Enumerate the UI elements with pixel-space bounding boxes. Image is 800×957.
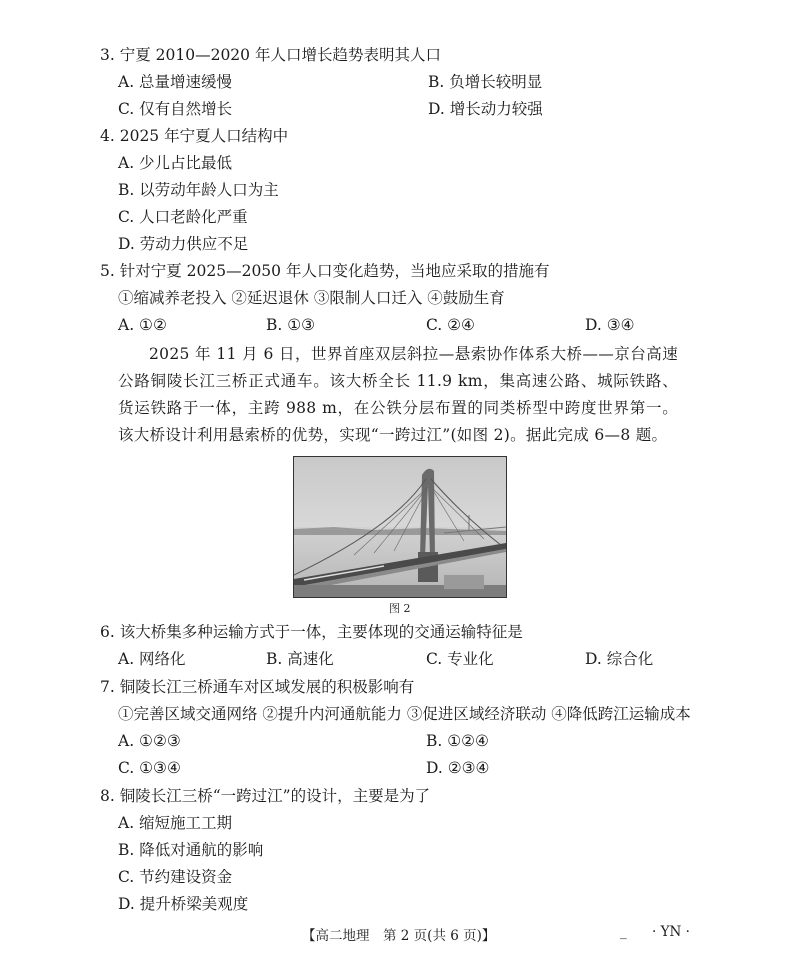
question-6-option-a: A. 网络化 (118, 650, 186, 668)
question-4-option-c: C. 人口老龄化严重 (118, 208, 248, 226)
question-6-option-b: B. 高速化 (266, 650, 334, 668)
question-3-option-d: D. 增长动力较强 (428, 100, 543, 118)
question-4-option-b: B. 以劳动年龄人口为主 (118, 181, 279, 199)
bridge-photo (293, 456, 507, 598)
question-7-option-a: A. ①②③ (118, 732, 181, 750)
question-4-option-d: D. 劳动力供应不足 (118, 235, 249, 253)
question-5-option-d: D. ③④ (585, 316, 635, 334)
footer-mark: _ (620, 924, 627, 940)
question-6-option-c: C. 专业化 (426, 650, 494, 668)
figure-caption: 图 2 (389, 602, 411, 615)
question-5-option-a: A. ①② (118, 316, 167, 334)
passage-text: 2025 年 11 月 6 日，世界首座双层斜拉—悬索协作体系大桥——京台高速公路铜陵长江三桥正式通车。该大桥全长 11.9 km，集高速公路、城际铁路、货运铁路于一体，主跨 988 m，在公铁分层布置的同类桥型中跨度世界第一。该大桥设计利用悬索桥的优势，实现“一跨过江”(如图 2)。据此完成 6—8 题。 (118, 345, 678, 444)
question-6-option-d: D. 综合化 (585, 650, 654, 668)
question-8-option-a: A. 缩短施工工期 (118, 814, 233, 832)
page-footer: 【高二地理 第 2 页(共 6 页)】 (302, 928, 496, 944)
question-7-stem: 7. 铜陵长江三桥通车对区域发展的积极影响有 (100, 678, 415, 696)
question-5-items: ①缩减养老投入 ②延迟退休 ③限制人口迁入 ④鼓励生育 (118, 289, 505, 307)
question-3-stem: 3. 宁夏 2010—2020 年人口增长趋势表明其人口 (100, 46, 441, 64)
question-3-option-c: C. 仅有自然增长 (118, 100, 233, 118)
reading-passage (118, 341, 678, 449)
footer-code: · YN · (652, 924, 690, 940)
question-5-option-c: C. ②④ (426, 316, 475, 334)
question-6-stem: 6. 该大桥集多种运输方式于一体，主要体现的交通运输特征是 (100, 623, 523, 641)
question-5-option-b: B. ①③ (266, 316, 316, 334)
question-8-option-b: B. 降低对通航的影响 (118, 841, 264, 859)
question-3-option-b: B. 负增长较明显 (428, 73, 543, 91)
question-7-option-d: D. ②③④ (426, 759, 490, 777)
question-5-stem: 5. 针对宁夏 2025—2050 年人口变化趋势，当地应采取的措施有 (100, 262, 550, 280)
question-7-option-b: B. ①②④ (426, 732, 489, 750)
question-7-items: ①完善区域交通网络 ②提升内河通航能力 ③促进区域经济联动 ④降低跨江运输成本 (118, 705, 691, 723)
question-8-stem: 8. 铜陵长江三桥“一跨过江”的设计，主要是为了 (100, 787, 431, 805)
question-7-option-c: C. ①③④ (118, 759, 181, 777)
question-4-option-a: A. 少儿占比最低 (118, 154, 233, 172)
question-3-option-a: A. 总量增速缓慢 (118, 73, 233, 91)
question-4-stem: 4. 2025 年宁夏人口结构中 (100, 127, 289, 145)
question-8-option-c: C. 节约建设资金 (118, 868, 233, 886)
question-8-option-d: D. 提升桥梁美观度 (118, 895, 249, 913)
